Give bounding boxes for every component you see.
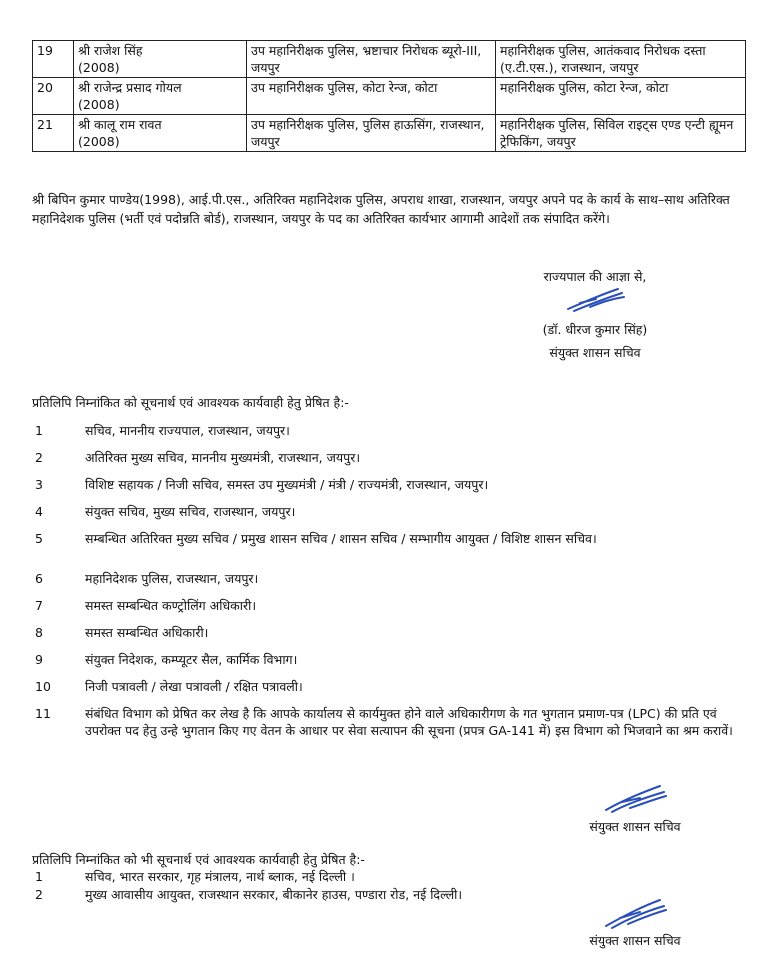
list-item: 5 सम्बन्धित अतिरिक्त मुख्य सचिव / प्रमुख शासन सचिव / शासन सचिव / सम्भागीय आयुक्त / विशिष्ट शासन सचिव। — [35, 531, 597, 546]
table-row — [33, 115, 746, 152]
list-item: 2 अतिरिक्त मुख्य सचिव, माननीय मुख्यमंत्री, राजस्थान, जयपुर। — [35, 450, 361, 465]
signatory-designation: संयुक्त शासन सचिव — [589, 819, 681, 834]
officer-name: श्री राजेश सिंह — [78, 43, 143, 58]
list-item: 6 महानिदेशक पुलिस, राजस्थान, जयपुर। — [35, 571, 259, 586]
officer-batch: (2008) — [78, 60, 120, 75]
list-item: 2 मुख्य आवासीय आयुक्त, राजस्थान सरकार, बीकानेर हाउस, पण्डारा रोड, नई दिल्ली। — [35, 887, 463, 902]
officer-name: श्री कालू राम रावत — [78, 117, 162, 132]
signatory-designation: संयुक्त शासन सचिव — [589, 933, 681, 948]
list-item: 4 संयुक्त सचिव, मुख्य सचिव, राजस्थान, जयपुर। — [35, 504, 296, 519]
signature-scribble-icon — [560, 285, 630, 315]
table-row — [33, 41, 746, 78]
officer-cell — [74, 78, 247, 115]
list-item: 9 संयुक्त निदेशक, कम्प्यूटर सैल, कार्मिक विभाग। — [35, 652, 298, 667]
list-item: 3 विशिष्ट सहायक / निजी सचिव, समस्त उप मुख्यमंत्री / मंत्री / राज्यमंत्री, राजस्थान, जयपुर। — [35, 477, 489, 492]
postings-table — [32, 40, 746, 152]
officer-batch: (2008) — [78, 97, 120, 112]
copy-list-1-signature — [570, 782, 700, 835]
copy-list-2-signature — [570, 896, 700, 949]
by-order-text: राज्यपाल की आज्ञा से, — [543, 269, 647, 284]
additional-charge-paragraph: श्री बिपिन कुमार पाण्डेय(1998), आई.पी.एस., अतिरिक्त महानिदेशक पुलिस, अपराध शाखा, राजस्थान, जयपुर अपने पद के कार्य के साथ–साथ अतिरिक्त महानिदेशक पुलिस (भर्ती एवं पदोन्नति बोर्ड), राजस्थान, जयपुर के पद का अतिरिक्त कार्यभार आगामी आदेशों तक संपादित करेंगे। — [32, 192, 730, 226]
officer-name: श्री राजेन्द्र प्रसाद गोयल — [78, 80, 182, 95]
new-post: महानिरीक्षक पुलिस, आतंकवाद निरोधक दस्ता (ए.टी.एस.), राजस्थान, जयपुर — [496, 41, 746, 78]
signature-scribble-icon — [600, 896, 670, 930]
new-post: महानिरीक्षक पुलिस, कोटा रेन्ज, कोटा — [496, 78, 746, 115]
current-post: उप महानिरीक्षक पुलिस, कोटा रेन्ज, कोटा — [247, 78, 496, 115]
table-row — [33, 78, 746, 115]
list-item: 1 सचिव, भारत सरकार, गृह मंत्रालय, नार्थ ब्लाक, नई दिल्ली । — [35, 869, 355, 884]
order-signature-block — [505, 268, 685, 361]
current-post: उप महानिरीक्षक पुलिस, भ्रष्टाचार निरोधक ब्यूरो-III, जयपुर — [247, 41, 496, 78]
list-item: 11 संबंधित विभाग को प्रेषित कर लेख है कि आपके कार्यालय से कार्यमुक्त होने वाले अधिकारीगण के गत भुगतान प्रमाण-पत्र (LPC) की प्रति एवं उपरोक्त पद हेतु उन्हे भुगतान किए गए वेतन के आधार पर सेवा सत्यापन की सूचना (प्रपत्र GA-141 में) इस विभाग को भिजवाने का श्रम करावें। — [35, 706, 733, 738]
list-item: 1 सचिव, माननीय राज्यपाल, राजस्थान, जयपुर। — [35, 423, 290, 438]
row-number: 19 — [33, 41, 74, 78]
new-post: महानिरीक्षक पुलिस, सिविल राइट्स एण्ड एन्टी ह्यूमन ट्रेफिकिंग, जयपुर — [496, 115, 746, 152]
row-number: 20 — [33, 78, 74, 115]
officer-batch: (2008) — [78, 134, 120, 149]
signatory-name: (डॉ. धीरज कुमार सिंह) — [542, 322, 648, 337]
list-item: 8 समस्त सम्बन्धित अधिकारी। — [35, 625, 209, 640]
officer-cell — [74, 41, 247, 78]
signatory-designation: संयुक्त शासन सचिव — [549, 345, 641, 360]
row-number: 21 — [33, 115, 74, 152]
copy-list-1-heading: प्रतिलिपि निम्नांकित को सूचनार्थ एवं आवश्यक कार्यवाही हेतु प्रेषित है:- — [32, 395, 349, 410]
current-post: उप महानिरीक्षक पुलिस, पुलिस हाऊसिंग, राजस्थान, जयपुर — [247, 115, 496, 152]
copy-list-2-heading: प्रतिलिपि निम्नांकित को भी सूचनार्थ एवं आवश्यक कार्यवाही हेतु प्रेषित है:- — [32, 852, 365, 867]
signature-scribble-icon — [600, 782, 670, 814]
officer-cell — [74, 115, 247, 152]
list-item: 10 निजी पत्रावली / लेखा पत्रावली / रक्षित पत्रावली। — [35, 679, 303, 694]
list-item: 7 समस्त सम्बन्धित कण्ट्रोलिंग अधिकारी। — [35, 598, 257, 613]
